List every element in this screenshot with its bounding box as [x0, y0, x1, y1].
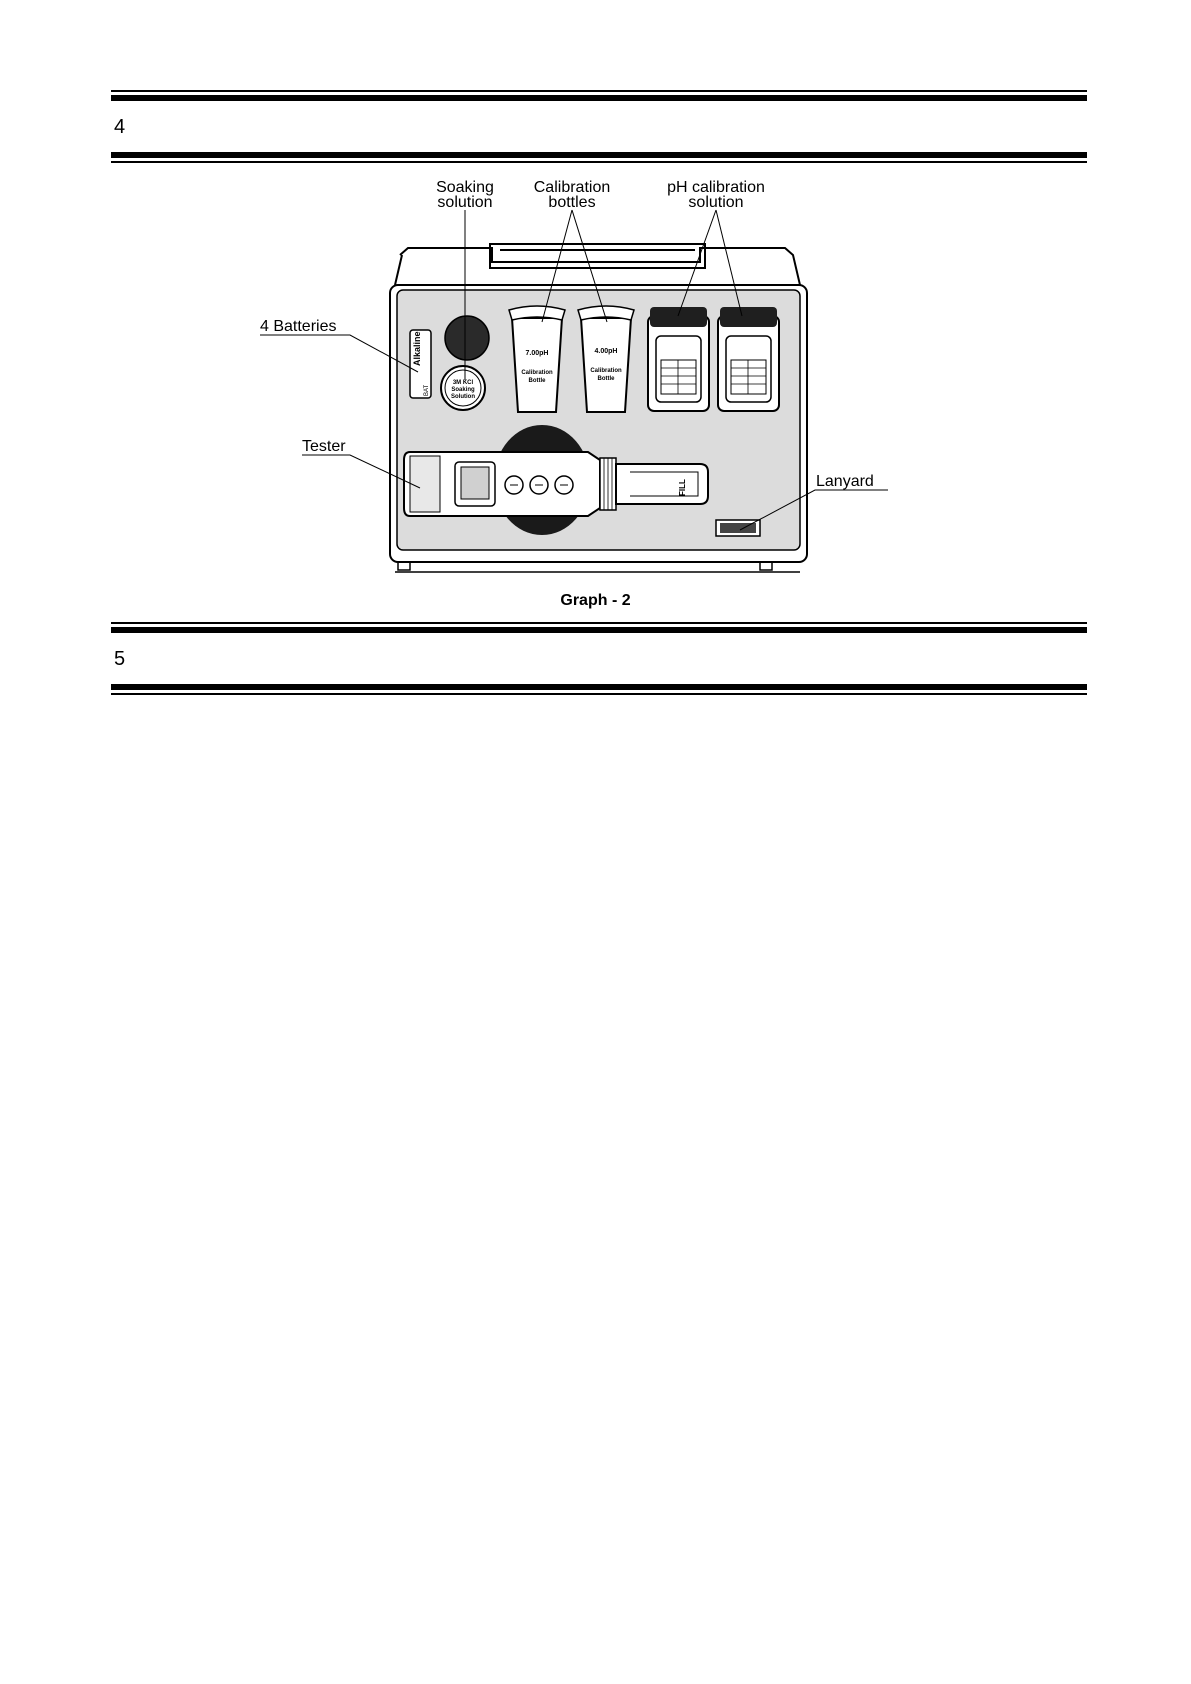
calibration-bottle-4-icon — [578, 306, 634, 412]
soak-cap-line3: Solution — [451, 394, 475, 400]
label-batteries: 4 Batteries — [260, 318, 337, 335]
figure-caption: Graph - 2 — [560, 592, 631, 609]
label-ph-line1: pH calibration — [667, 179, 765, 196]
label-calibration-line1: Calibration — [533, 179, 611, 196]
label-tester: Tester — [302, 438, 346, 455]
section-5-rule — [111, 684, 1087, 695]
soak-cap-line2: Soaking — [451, 387, 475, 393]
label-soaking-line1: Soaking — [436, 179, 494, 196]
section-5-top-rule — [111, 622, 1087, 633]
bottle-7-value: 7.00pH — [525, 350, 549, 357]
calibration-bottle-7-icon — [509, 306, 565, 412]
label-lanyard: Lanyard — [816, 473, 874, 490]
kit-illustration — [0, 0, 1191, 600]
label-calibration-line2: bottles — [548, 194, 596, 211]
battery-label: Alkaline — [412, 331, 422, 366]
case-feet — [395, 562, 800, 572]
ph-solution-sachet-1-icon — [648, 307, 709, 411]
bottle-7-line1: Calibration — [521, 370, 553, 376]
label-soaking-line2: solution — [437, 194, 493, 211]
bottle-4-value: 4.00pH — [594, 348, 618, 355]
tester-fill-label: FILL — [678, 479, 687, 496]
ph-solution-sachet-2-icon — [718, 307, 779, 411]
case-lid — [395, 244, 800, 285]
battery-sublabel: BAT — [424, 384, 430, 396]
soaking-bottle-cap-icon — [445, 316, 489, 360]
bottle-4-line2: Bottle — [597, 376, 615, 382]
section-number-4: 4 — [114, 116, 126, 138]
soaking-solution-bottle-icon — [441, 366, 485, 410]
battery-icon — [410, 330, 431, 398]
section-number-5: 5 — [114, 648, 126, 670]
bottle-7-line2: Bottle — [528, 378, 546, 384]
bottle-4-line1: Calibration — [590, 368, 622, 374]
soak-cap-line1: 3M KCl — [452, 380, 474, 386]
label-ph-line2: solution — [688, 194, 744, 211]
